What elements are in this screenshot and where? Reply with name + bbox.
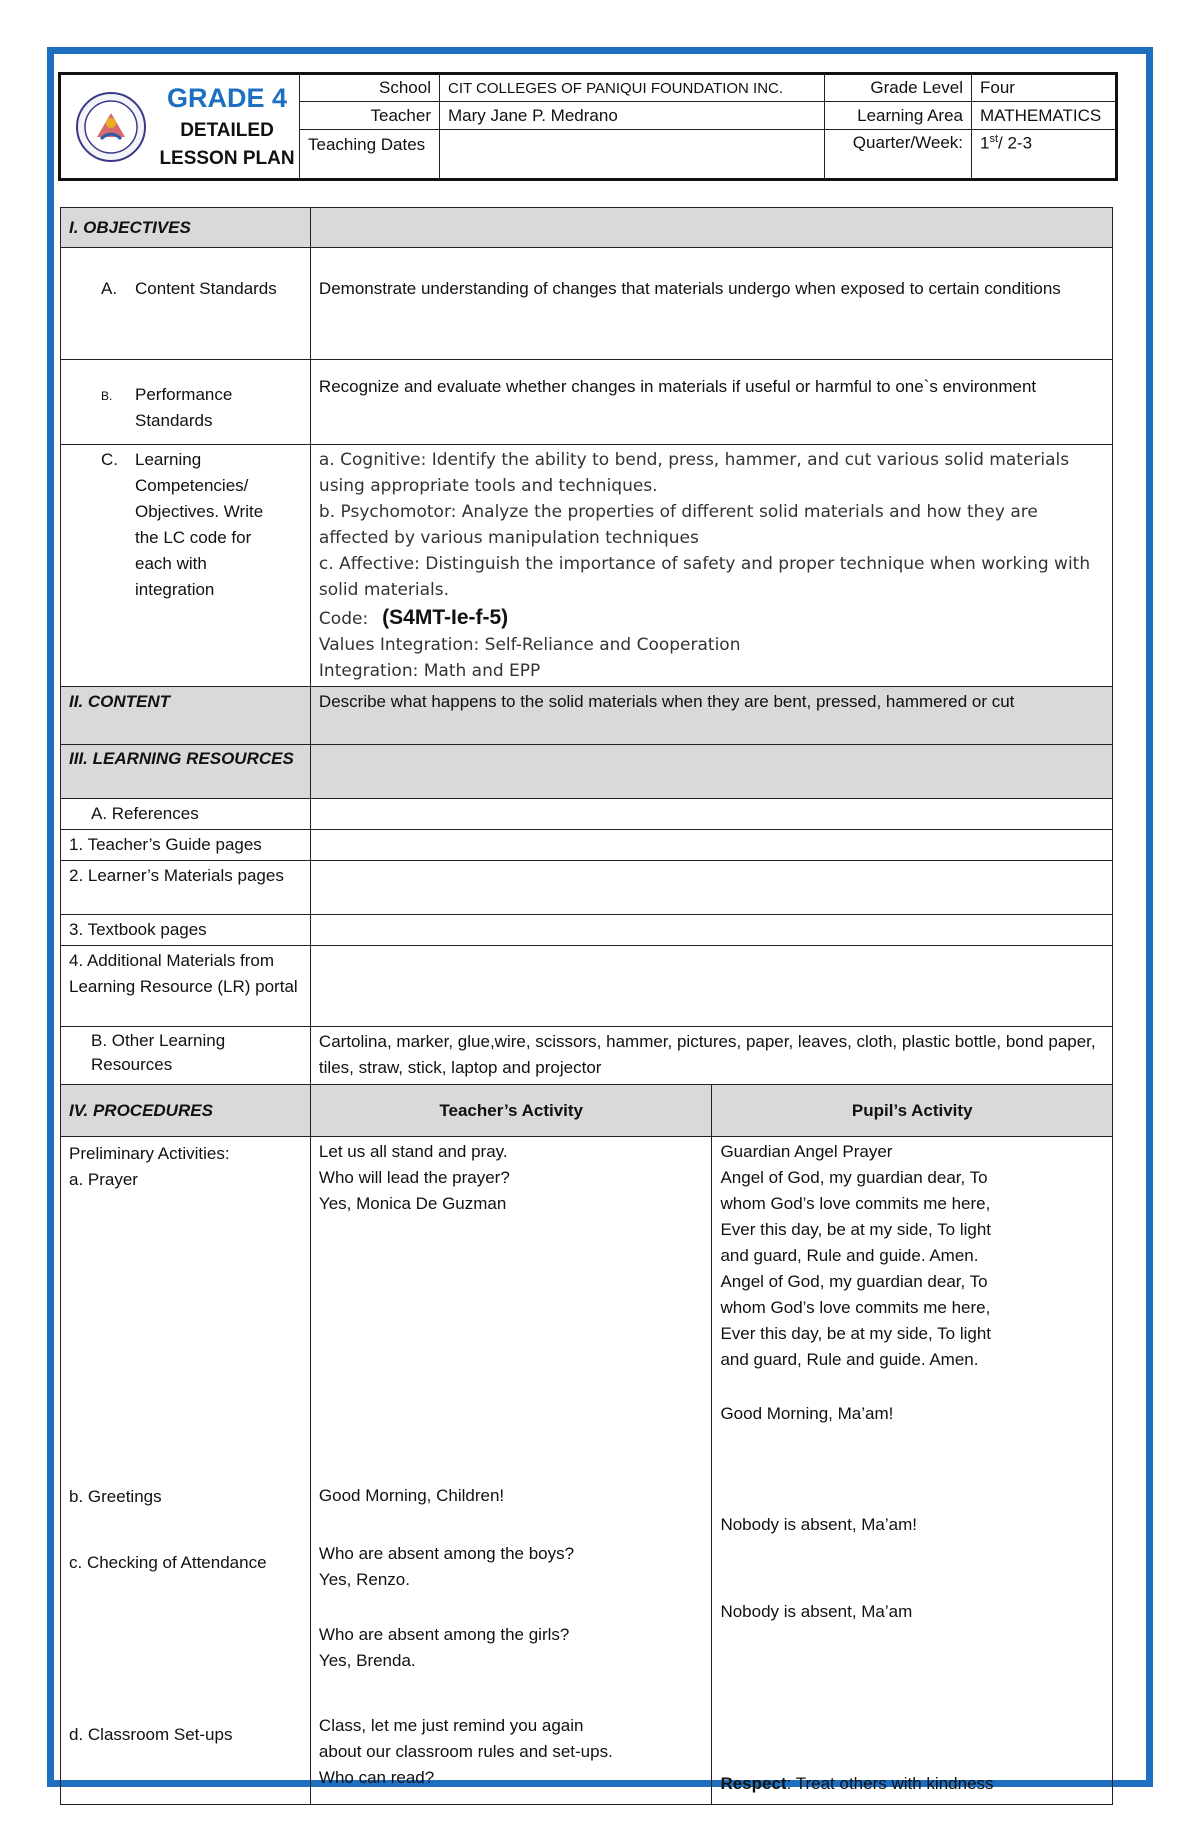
lc-code-value: (S4MT-Ie-f-5) bbox=[382, 606, 509, 629]
t-attendance-block bbox=[319, 1541, 574, 1674]
resources-heading: III. LEARNING RESOURCES bbox=[61, 745, 311, 799]
perf-std-letter: B. bbox=[101, 389, 113, 403]
pupil-activity bbox=[712, 1137, 1113, 1805]
t-setup-block bbox=[319, 1713, 613, 1791]
references-label: A. References bbox=[61, 799, 311, 830]
objectives-heading-blank bbox=[310, 208, 1112, 248]
p-line-8: and guard, Rule and guide. Amen. bbox=[720, 1350, 979, 1369]
p-line-7: Ever this day, be at my side, To light bbox=[720, 1324, 992, 1343]
procedure-steps bbox=[61, 1137, 311, 1805]
teacher-label: Teacher bbox=[300, 102, 440, 130]
prayer-label: a. Prayer bbox=[69, 1170, 138, 1189]
lc-cognitive: a. Cognitive: Identify the ability to bend, press, hammer, and cut various solid materials using appropriate tools and techniques. bbox=[318, 450, 1070, 496]
deped-seal-icon bbox=[75, 91, 147, 163]
lc-psychomotor: b. Psychomotor: Analyze the properties of different solid materials and how they are affected by various manipulation techniques bbox=[318, 502, 1038, 548]
content-standards-value: Demonstrate understanding of changes that materials undergo when exposed to certain conditions bbox=[310, 248, 1112, 360]
p-respect-label: Respect bbox=[720, 1774, 787, 1793]
content-std-letter: A. bbox=[101, 279, 118, 298]
quarter-weeks: / 2-3 bbox=[998, 133, 1033, 153]
prelim-label: Preliminary Activities: bbox=[69, 1144, 230, 1163]
school-value: CIT COLLEGES OF PANIQUI FOUNDATION INC. bbox=[440, 74, 825, 102]
resources-heading-blank bbox=[310, 745, 1112, 799]
grade-level-value: Four bbox=[972, 74, 1117, 102]
additional-materials-value bbox=[310, 946, 1112, 1027]
values-integration: Values Integration: Self-Reliance and Cooperation bbox=[318, 635, 741, 655]
quarter-sup: st bbox=[989, 133, 999, 145]
t-att-2: Yes, Renzo. bbox=[318, 1570, 410, 1589]
content-standards-label bbox=[61, 248, 311, 360]
quarter-week-label: Quarter/Week: bbox=[825, 130, 972, 180]
p-line-6: whom God’s love commits me here, bbox=[720, 1298, 991, 1317]
t-prayer-3: Yes, Monica De Guzman bbox=[318, 1194, 507, 1213]
t-att-1: Who are absent among the boys? bbox=[318, 1544, 575, 1563]
teaching-dates-value bbox=[440, 130, 825, 180]
learning-area-value: MATHEMATICS bbox=[972, 102, 1117, 130]
content-std-text: Content Standards bbox=[135, 279, 277, 298]
setups-label: d. Classroom Set-ups bbox=[69, 1725, 233, 1744]
lc-affective: c. Affective: Distinguish the importance of safety and proper technique when working with solid materials. bbox=[318, 554, 1091, 600]
content-value: Describe what happens to the solid materials when they are bent, pressed, hammered or cut bbox=[310, 687, 1112, 745]
teacher-activity bbox=[310, 1137, 712, 1805]
p-line-3: Ever this day, be at my side, To light bbox=[720, 1220, 992, 1239]
learners-materials-label: 2. Learner’s Materials pages bbox=[61, 861, 311, 915]
lc-letter: C. bbox=[101, 450, 118, 469]
learning-area-label: Learning Area bbox=[825, 102, 972, 130]
t-att-3: Who are absent among the girls? bbox=[318, 1625, 570, 1644]
t-prayer-1: Let us all stand and pray. bbox=[318, 1142, 508, 1161]
performance-standards-value: Recognize and evaluate whether changes in materials if useful or harmful to one`s environment bbox=[310, 360, 1112, 445]
content-heading: II. CONTENT bbox=[61, 687, 311, 745]
grade-level-label: Grade Level bbox=[825, 74, 972, 102]
pupil-activity-header: Pupil’s Activity bbox=[712, 1085, 1113, 1137]
teacher-value: Mary Jane P. Medrano bbox=[440, 102, 825, 130]
lc-code-line bbox=[319, 605, 1104, 632]
greetings-label: b. Greetings bbox=[69, 1487, 162, 1506]
p-prayer-title: Guardian Angel Prayer bbox=[720, 1142, 893, 1161]
quarter-number: 1 bbox=[980, 133, 990, 153]
lc-text: Learning Competencies/ Objectives. Write the LC code for each with integration bbox=[135, 450, 264, 599]
learning-competencies-value bbox=[310, 445, 1112, 687]
t-att-4: Yes, Brenda. bbox=[318, 1651, 416, 1670]
additional-materials-label: 4. Additional Materials from Learning Resource (LR) portal bbox=[61, 946, 311, 1027]
learners-materials-value bbox=[310, 861, 1112, 915]
logo-cell bbox=[60, 74, 300, 180]
learning-competencies-label bbox=[61, 445, 311, 687]
p-respect-text: : Treat others with kindness bbox=[786, 1774, 994, 1793]
p-respect bbox=[720, 1771, 993, 1797]
school-label: School bbox=[300, 74, 440, 102]
p-greet: Good Morning, Ma’am! bbox=[720, 1404, 894, 1423]
p-absent-1: Nobody is absent, Ma’am! bbox=[720, 1515, 917, 1534]
p-absent-2: Nobody is absent, Ma’am bbox=[720, 1602, 913, 1621]
textbook-label: 3. Textbook pages bbox=[61, 915, 311, 946]
p-line-5: Angel of God, my guardian dear, To bbox=[720, 1272, 988, 1291]
quarter-week-value bbox=[972, 130, 1117, 180]
teachers-guide-label: 1. Teacher’s Guide pages bbox=[61, 830, 311, 861]
integration: Integration: Math and EPP bbox=[318, 661, 541, 681]
header-table bbox=[58, 72, 1118, 181]
t-setup-3: Who can read? bbox=[318, 1768, 435, 1787]
references-value bbox=[310, 799, 1112, 830]
lesson-table bbox=[60, 207, 1113, 1805]
dlp-title-line2: LESSON PLAN bbox=[159, 148, 295, 169]
teachers-guide-value bbox=[310, 830, 1112, 861]
p-line-4: and guard, Rule and guide. Amen. bbox=[720, 1246, 979, 1265]
dlp-title-line1: DETAILED bbox=[180, 120, 274, 141]
procedures-heading: IV. PROCEDURES bbox=[61, 1085, 311, 1137]
perf-std-text: Performance Standards bbox=[135, 385, 233, 430]
t-prayer-2: Who will lead the prayer? bbox=[318, 1168, 510, 1187]
textbook-value bbox=[310, 915, 1112, 946]
dlp-title bbox=[157, 117, 297, 173]
p-line-2: whom God’s love commits me here, bbox=[720, 1194, 991, 1213]
teaching-dates-label: Teaching Dates bbox=[300, 130, 440, 180]
other-resources-label: B. Other Learning Resources bbox=[61, 1027, 311, 1085]
other-resources-value: Cartolina, marker, glue,wire, scissors, hammer, pictures, paper, leaves, cloth, plastic bottle, bond paper, tiles, straw, stick, laptop and projector bbox=[310, 1027, 1112, 1085]
grade-title: GRADE 4 bbox=[166, 83, 288, 113]
objectives-heading: I. OBJECTIVES bbox=[61, 208, 311, 248]
t-greet: Good Morning, Children! bbox=[318, 1486, 505, 1505]
teacher-activity-header: Teacher’s Activity bbox=[310, 1085, 712, 1137]
lc-code-label: Code: bbox=[318, 609, 369, 629]
p-line-1: Angel of God, my guardian dear, To bbox=[720, 1168, 988, 1187]
t-setup-1: Class, let me just remind you again bbox=[318, 1716, 584, 1735]
t-setup-2: about our classroom rules and set-ups. bbox=[318, 1742, 613, 1761]
attendance-label: c. Checking of Attendance bbox=[69, 1553, 267, 1572]
performance-standards-label bbox=[61, 360, 311, 445]
